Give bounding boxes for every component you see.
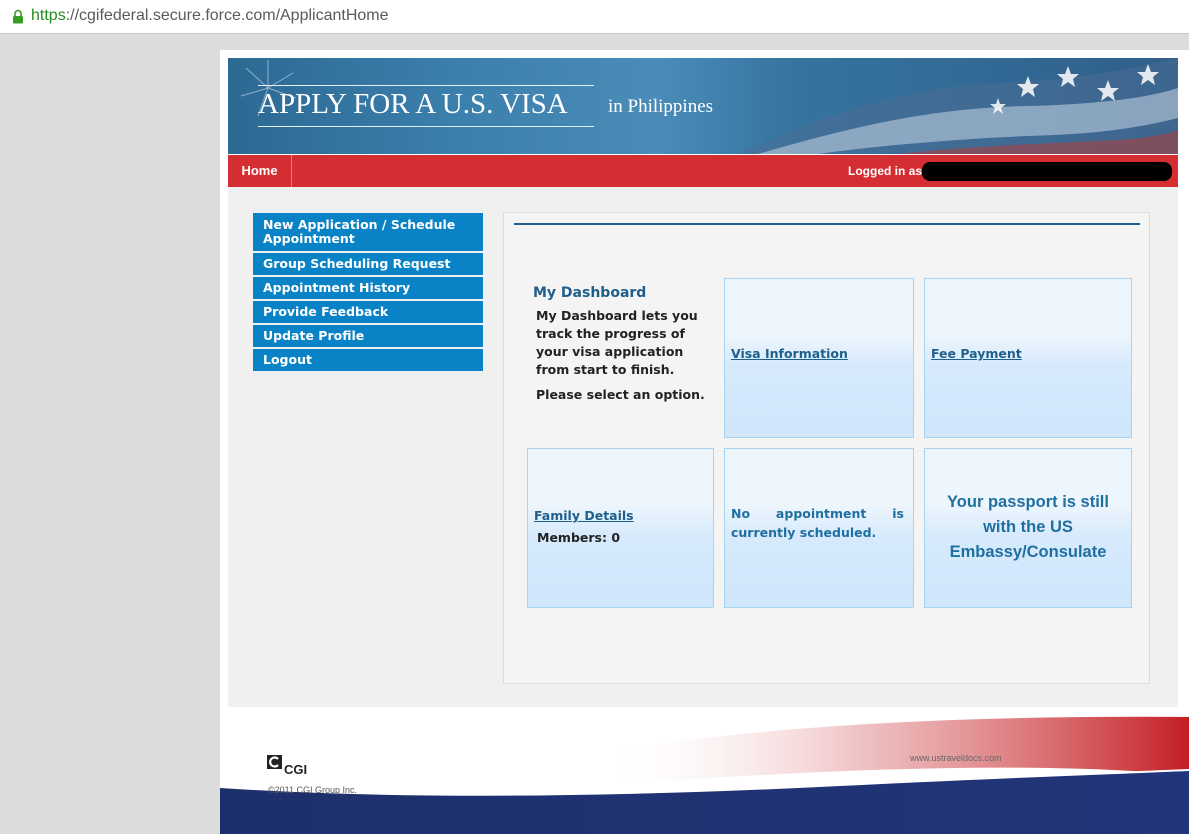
menu-item-provide-feedback[interactable]: Provide Feedback [253,301,483,325]
url-path: /ApplicantHome [275,7,389,24]
footer-copyright: ©2011 CGI Group Inc. [268,785,358,795]
tile-family-details[interactable] [527,448,714,608]
tile-visa-information[interactable] [724,278,914,438]
menu-item-group-scheduling[interactable]: Group Scheduling Request [253,253,483,277]
url-scheme: https [31,7,66,24]
family-details-link[interactable]: Family Details [534,508,634,523]
menu-item-new-application[interactable]: New Application / Schedule Appointment [253,213,483,253]
site-banner [228,58,1178,154]
page-frame [220,50,1189,834]
tile-fee-payment[interactable] [924,278,1132,438]
menu-item-logout[interactable]: Logout [253,349,483,373]
dashboard-title: My Dashboard [533,285,647,301]
logged-in-label: Logged in as [848,164,923,178]
menu-item-update-profile[interactable]: Update Profile [253,325,483,349]
banner-country: in Philippines [608,96,714,117]
cgi-logo-icon [267,755,311,775]
appointment-status-text: No appointment is currently scheduled. [731,506,904,540]
sidebar-menu [253,213,483,373]
footer-swoosh-graphic [220,715,1189,834]
passport-status-text: Your passport is still with the US Embassy/Consulate [947,493,1109,561]
url-text[interactable] [31,7,389,25]
dashboard-prompt: Please select an option. [536,387,705,402]
cgi-logo-text: CGI [284,762,308,775]
dashboard-panel [503,212,1150,684]
url-host: ://cgifederal.secure.force.com [65,7,276,24]
family-members-count: Members: 0 [537,530,621,545]
visa-information-link[interactable]: Visa Information [731,346,848,361]
lock-icon [12,9,24,24]
top-navbar [228,155,1178,187]
browser-address-bar[interactable] [0,0,1189,34]
tile-passport-status [924,448,1132,608]
dashboard-description: My Dashboard lets you track the progress of your visa application from start to finish. [536,308,698,377]
banner-title: APPLY FOR A U.S. VISA [258,88,568,121]
tile-appointment-status [724,448,914,608]
footer-site-link[interactable]: www.ustraveldocs.com [910,753,1002,763]
menu-item-appointment-history[interactable]: Appointment History [253,277,483,301]
nav-home-link[interactable]: Home [228,155,292,187]
panel-divider [514,223,1140,225]
main-content [228,187,1178,707]
site-footer [220,715,1189,834]
fee-payment-link[interactable]: Fee Payment [931,346,1022,361]
american-flag-graphic [698,58,1178,154]
redacted-username [922,162,1172,181]
cgi-logo [267,755,311,779]
